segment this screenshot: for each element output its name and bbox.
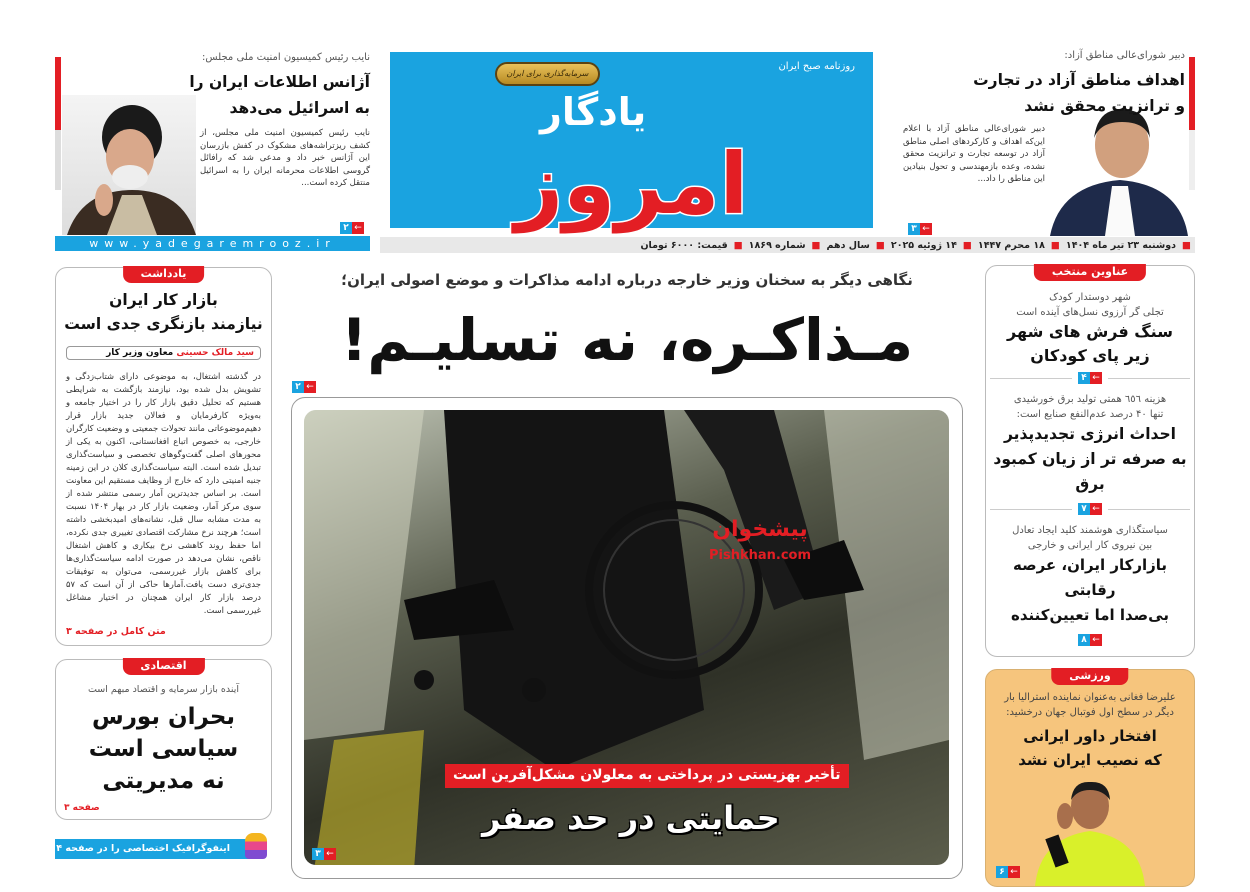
selected-item[interactable]: هزینه ٦٥٦ همتی تولید برق خورشیدی تنها ۴۰ درصد عدم‌النفع صنایع است: احداث انرژی تجدیدپذیر به صرفه تر از زیان کمبود برق ۷ ← — [990, 392, 1190, 515]
arrow-icon: ← — [304, 381, 316, 393]
date-persian: دوشنبه ۲۳ تیر ماه ۱۴۰۴ — [1065, 239, 1177, 251]
masthead-logo: امروز — [514, 135, 749, 233]
story-body: دبیر شورای‌عالی مناطق آزاد با اعلام این‌که اهداف و کارکردهای اصلی مناطق آزاد در توسعه تجارت و ترانزیت محقق نشده، وعده بازمهندسی و تحول بنیادین این مناطق را داد... — [903, 124, 1045, 184]
economy-headline: بحران بورس سیاسی است نه مدیریتی — [88, 704, 239, 794]
story-kicker: نایب رئیس کمیسیون امنیت ملی مجلس: — [202, 52, 370, 63]
arrow-icon: ← — [352, 222, 364, 234]
accent-bar — [55, 130, 61, 190]
section-tag: یادداشت — [123, 266, 205, 283]
section-tag: ورزشی — [1051, 668, 1128, 685]
read-more-link[interactable]: صفحه ۳ — [64, 803, 100, 813]
section-tag: عناوین منتخب — [1034, 264, 1146, 281]
story-kicker: علیرضا فغانی به‌عنوان نماینده استرالیا بار دیگر در سطح اول فوتبال جهان درخشید: — [1004, 692, 1176, 718]
left-header-story[interactable] — [189, 50, 370, 190]
photo-headline[interactable]: حمایتی در حد صفر — [482, 799, 780, 837]
accent-bar — [1189, 57, 1195, 130]
story-kicker: دبیر شورای‌عالی مناطق آزاد: — [1064, 50, 1185, 61]
infographic-banner[interactable] — [28, 839, 260, 859]
left-column — [28, 267, 272, 859]
right-column — [985, 265, 1195, 887]
lightbulb-icon — [245, 833, 267, 859]
masthead-tagline: روزنامه صبح ایران — [778, 61, 855, 72]
editorial-body: در گذشته اشتغال، به موضوعی دارای شتاب‌زدگی و تشویش بدل شده بود، نیازمند بازگشت به شرایطی هستیم که تحلیل دقیق بازار کار را در اختیار جامعه و به‌ویژه کارفرمایان و فعالان جدید بازار قرار دهیم‌موضوعاتی مانند تحولات جمعیتی و وضعیت کارگران خارجی، به خصوص اتباع افغانستانی، اکنون به یکی از محورهای اصلی گفت‌وگوهای تخصصی و سیاست‌گذاری تبدیل شده است. البته سیاست‌گذاری کلان در این زمینه جنبه امنیتی دارد که خارج از وظایف مستقیم این معاونت است. بر اساس جدیدترین آمار رسمی منتشر شده از سوی مرکز آمار، وضعیت بازار کار در بهار ۱۴۰۴ نسبت به مدت مشابه سال قبل، نشانه‌های امیدبخشی داشته است؛ هرچند نرخ مشارکت اقتصادی تغییری جدی نکرده، اما حفظ روند کاهشی نرخ بیکاری و کاهش اشتغال ناقص، نشان می‌دهد در صورت ادامه سیاست‌گذاری‌ها برای کاهش بازار غیررسمی، می‌توان به توفیقات جدی‌تری دست یافت.آمارها حاکی از آن است که ۵۷ درصد بازار کار ایران همچنان در اختیار مشاغل غیررسمی است. — [66, 371, 262, 615]
watermark: پیشخوان Pishkhan.com — [709, 517, 812, 563]
main-kicker: نگاهی دیگر به سخنان وزیر خارجه درباره ادامه مذاکرات و موضع اصولی ایران؛ — [341, 271, 913, 289]
section-tag: اقتصادی — [122, 658, 204, 675]
editorial-card[interactable] — [55, 267, 272, 646]
dateline: ■ دوشنبه ۲۳ تیر ماه ۱۴۰۴ ■ ۱۸ محرم ۱۴۴۷ ■ ۱۴ ژوئیه ۲۰۲۵ ■ سال دهم ■ شماره ۱۸۶۹ ■ قیمت: ۶۰۰۰ تومان — [380, 237, 1195, 253]
page-ref[interactable]: ۶ ← — [996, 866, 1020, 878]
page-ref[interactable]: ۳ ← — [312, 848, 336, 860]
main-headline[interactable]: مـذاکـره، نه تسلیـم! — [340, 306, 914, 374]
author-line: سید مالک حسینی معاون وزیر کار — [66, 346, 261, 360]
masthead — [380, 40, 885, 236]
economy-card[interactable] — [55, 659, 272, 820]
page-ref[interactable]: ۲ ← — [292, 381, 316, 393]
accent-bar — [55, 57, 61, 130]
date-hijri: ۱۸ محرم ۱۴۴۷ — [977, 239, 1045, 251]
website-url[interactable]: www.yadegaremrooz.ir — [55, 236, 370, 251]
arrow-icon: ← — [324, 848, 336, 860]
right-header-story[interactable] — [903, 48, 1185, 186]
accent-bar — [1189, 130, 1195, 190]
page-ref[interactable]: ۳ ← — [908, 223, 932, 235]
issue-number: شماره ۱۸۶۹ — [748, 239, 806, 251]
selected-item[interactable]: شهر دوستدار کودک تجلی گر آرزوی نسل‌های آینده است سنگ فرش های شهر زیر پای کودکان ۴ ← — [990, 290, 1190, 384]
selected-headlines-card — [985, 265, 1195, 657]
wheelchair-photo — [304, 410, 949, 865]
referee-photo — [1035, 776, 1145, 886]
price: قیمت: ۶۰۰۰ تومان — [640, 239, 728, 251]
sports-card[interactable] — [985, 669, 1195, 887]
page-ref[interactable]: ۲ ← — [340, 222, 364, 234]
masthead-name-top: یادگار — [540, 90, 647, 134]
date-gregorian: ۱۴ ژوئیه ۲۰۲۵ — [890, 239, 957, 251]
photo-caption: تأخیر بهزیستی در پرداختی به معلولان مشکل‌آفرین است — [445, 764, 849, 788]
editorial-headline: بازار کار ایران نیازمند بازنگری جدی است — [64, 291, 263, 333]
story-headline: آژانس اطلاعات ایران را به اسرائیل می‌دهد — [189, 73, 370, 117]
infographic-text: اینفوگرافیک اختصاصی را در صفحه ۴ ببینید — [28, 843, 230, 854]
infographic-row — [28, 833, 272, 859]
story-body: نایب رئیس کمیسیون امنیت ملی مجلس، از کشف ریزتراشه‌های مشکوک در کفش بازرسان این آژانس خبر داد و مدعی شد که رافائل گروسی اطلاعات محرمانه ایران را به اسرائیل منتقل کرده است... — [200, 128, 370, 188]
story-headline: اهداف مناطق آزاد در تجارت و ترانزیت محقق نشد — [973, 71, 1185, 115]
sports-headline: افتخار داور ایرانی که نصیب ایران نشد — [1018, 727, 1162, 769]
read-more-link[interactable]: متن کامل در صفحه ۳ — [66, 626, 166, 637]
arrow-icon: ← — [920, 223, 932, 235]
masthead-badge: سرمایه‌گذاری برای ایران — [495, 62, 600, 86]
main-photo-frame[interactable] — [291, 397, 963, 879]
story-kicker: آینده بازار سرمایه و اقتصاد مبهم است — [87, 684, 240, 695]
arrow-icon: ← — [1008, 866, 1020, 878]
selected-item[interactable]: سیاستگذاری هوشمند کلید ایجاد تعادل بین نیروی کار ایرانی و خارجی بازارکار ایران، عرصه رقابتی بی‌صدا اما تعیین‌کننده ۸ ← — [1011, 525, 1169, 645]
volume: سال دهم — [826, 239, 870, 251]
portrait-photo — [62, 95, 196, 235]
